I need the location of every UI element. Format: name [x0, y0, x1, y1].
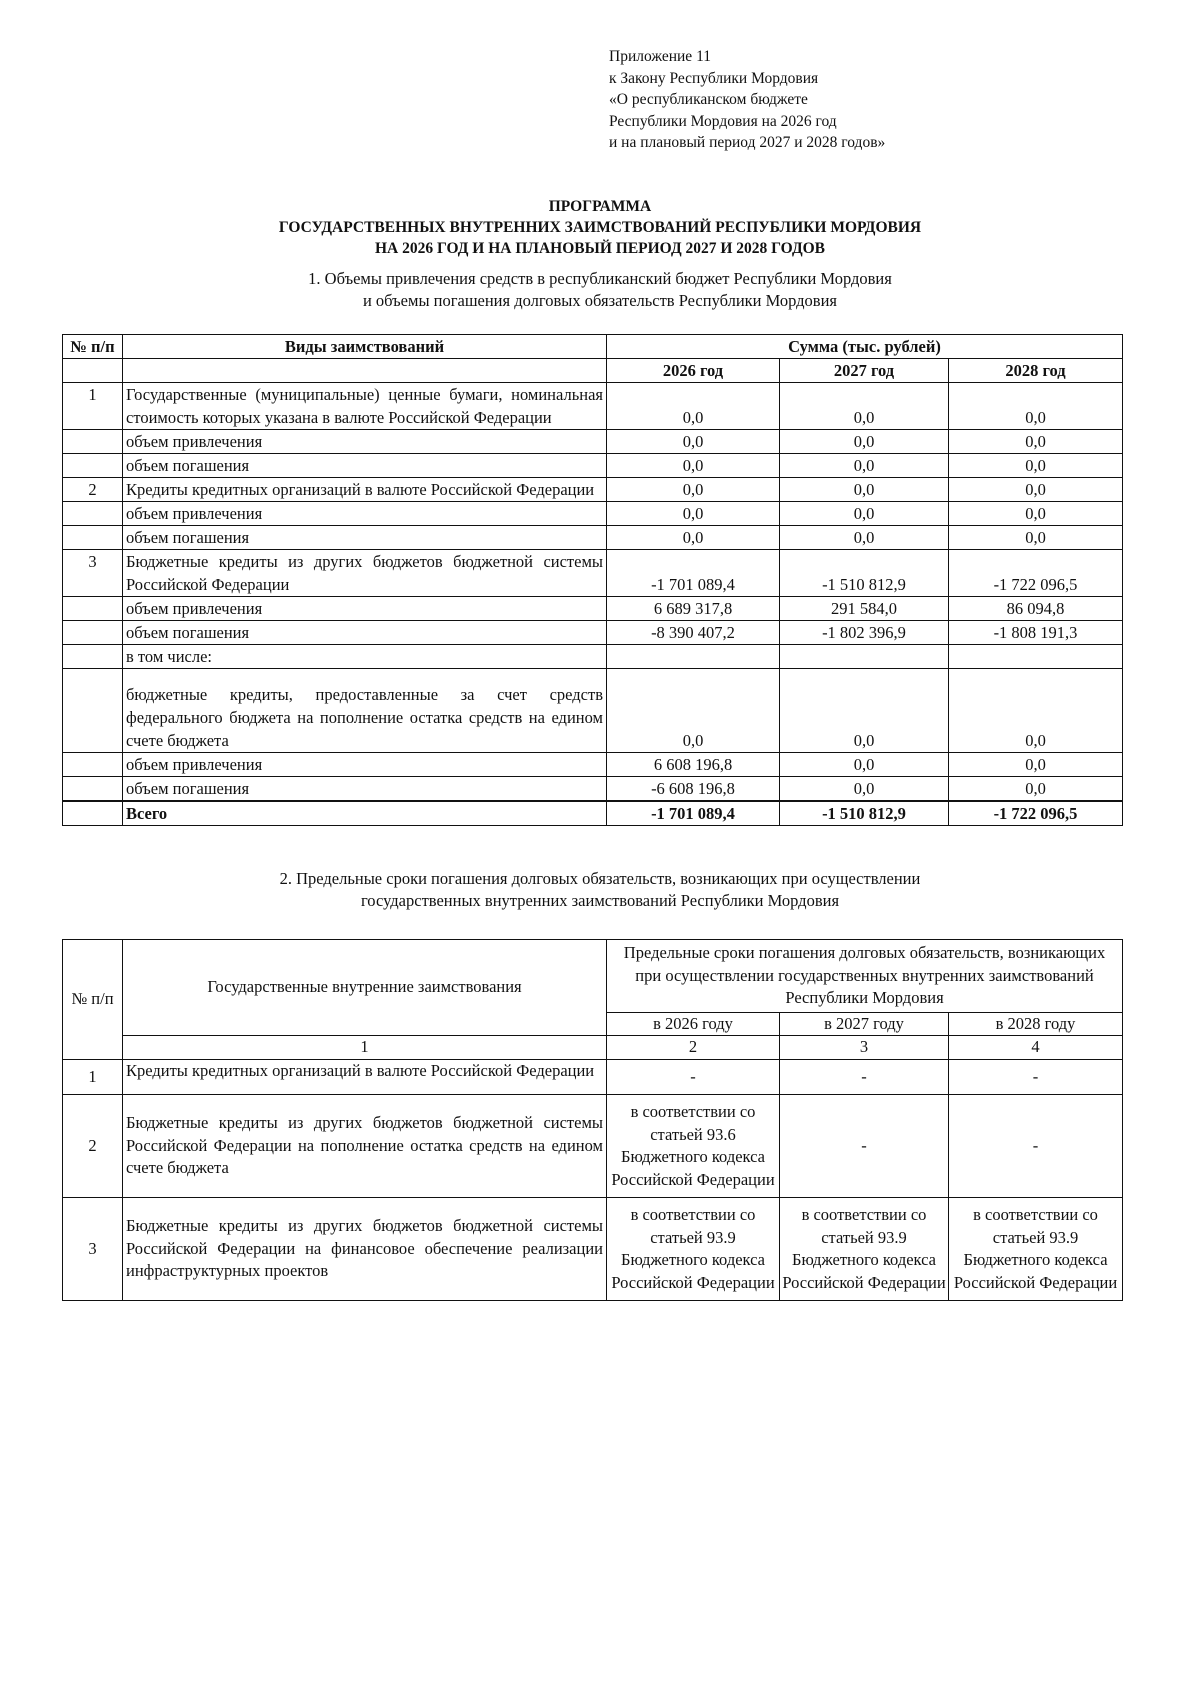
row-value: 0,0 — [607, 669, 780, 753]
section-title-line: и объемы погашения долговых обязательств Республики Мордовия — [362, 291, 838, 310]
row-value: 291 584,0 — [780, 597, 949, 621]
appendix-note — [609, 46, 885, 154]
row-value: -1 701 089,4 — [607, 801, 780, 826]
row-value: 0,0 — [949, 478, 1123, 502]
row-value: 0,0 — [949, 777, 1123, 802]
row-number — [63, 645, 123, 669]
row-number — [63, 669, 123, 753]
row-value — [607, 645, 780, 669]
column-number: 3 — [780, 1036, 949, 1060]
column-number: 4 — [949, 1036, 1123, 1060]
title-line: ПРОГРАММА — [548, 198, 652, 215]
table-header-row — [63, 359, 1123, 383]
row-value: 6 608 196,8 — [607, 753, 780, 777]
header-year: 2028 год — [949, 359, 1123, 383]
appendix-line: Приложение 11 — [609, 48, 711, 65]
row-value: 0,0 — [949, 454, 1123, 478]
row-number: 1 — [63, 1059, 123, 1095]
row-value: 0,0 — [607, 478, 780, 502]
table-row — [63, 777, 1123, 802]
row-value: 0,0 — [949, 383, 1123, 430]
header-num: № п/п — [63, 940, 123, 1060]
section-title-line: 2. Предельные сроки погашения долговых обязательств, возникающих при осуществлении — [279, 869, 921, 888]
row-value: - — [780, 1095, 949, 1198]
row-value: 0,0 — [780, 669, 949, 753]
row-label: Всего — [123, 801, 607, 826]
table-row — [63, 550, 1123, 597]
row-value — [949, 645, 1123, 669]
row-label: Кредиты кредитных организаций в валюте Российской Федерации — [123, 478, 607, 502]
header-terms: Предельные сроки погашения долговых обязательств, возникающих при осуществлении государственных внутренних заимствований Республики Мордовия — [607, 940, 1123, 1013]
header-type: Государственные внутренние заимствования — [123, 940, 607, 1036]
row-value: 0,0 — [780, 383, 949, 430]
row-value: 86 094,8 — [949, 597, 1123, 621]
row-number — [63, 526, 123, 550]
row-label: объем погашения — [123, 454, 607, 478]
row-label: объем привлечения — [123, 430, 607, 454]
appendix-line: к Закону Республики Мордовия — [609, 69, 819, 87]
header-num: № п/п — [63, 335, 123, 359]
section-title-line: 1. Объемы привлечения средств в республиканский бюджет Республики Мордовия — [308, 269, 892, 288]
header-sum: Сумма (тыс. рублей) — [607, 335, 1123, 359]
header-year: в 2028 году — [949, 1012, 1123, 1036]
row-label: объем привлечения — [123, 597, 607, 621]
row-value: 0,0 — [607, 526, 780, 550]
table-row — [63, 621, 1123, 645]
column-number: 2 — [607, 1036, 780, 1060]
empty-cell — [63, 359, 123, 383]
row-value: -1 510 812,9 — [780, 801, 949, 826]
table-row — [63, 478, 1123, 502]
table-row — [63, 454, 1123, 478]
table-header-row — [63, 335, 1123, 359]
row-label: объем погашения — [123, 526, 607, 550]
row-value: 0,0 — [780, 753, 949, 777]
row-value: - — [949, 1059, 1123, 1095]
row-value: -1 701 089,4 — [607, 550, 780, 597]
title-line: ГОСУДАРСТВЕННЫХ ВНУТРЕННИХ ЗАИМСТВОВАНИЙ РЕСПУБЛИКИ МОРДОВИЯ — [278, 219, 922, 236]
row-value: 6 689 317,8 — [607, 597, 780, 621]
row-number — [63, 454, 123, 478]
row-number: 3 — [63, 1198, 123, 1301]
row-number — [63, 801, 123, 826]
row-value: 0,0 — [780, 502, 949, 526]
row-number — [63, 597, 123, 621]
table-row — [63, 645, 1123, 669]
table-row — [63, 1198, 1123, 1301]
row-value: -1 722 096,5 — [949, 550, 1123, 597]
table-row — [63, 526, 1123, 550]
header-year: 2027 год — [780, 359, 949, 383]
appendix-line: и на плановый период 2027 и 2028 годов» — [609, 134, 886, 151]
row-number: 2 — [63, 478, 123, 502]
row-value: 0,0 — [780, 526, 949, 550]
row-value: 0,0 — [607, 454, 780, 478]
row-value: - — [949, 1095, 1123, 1198]
row-label: Бюджетные кредиты из других бюджетов бюджетной системы Российской Федерации на пополнение остатка средств на едином счете бюджета — [123, 1095, 607, 1198]
row-label: Бюджетные кредиты из других бюджетов бюджетной системы Российской Федерации — [123, 550, 607, 597]
row-number — [63, 502, 123, 526]
row-value: 0,0 — [780, 478, 949, 502]
table-row — [63, 597, 1123, 621]
title-line: НА 2026 ГОД И НА ПЛАНОВЫЙ ПЕРИОД 2027 И 2028 ГОДОВ — [375, 240, 825, 257]
row-number: 1 — [63, 383, 123, 430]
row-value: в соответствии со статьей 93.9 Бюджетного кодекса Российской Федерации — [949, 1198, 1123, 1301]
row-value: -1 722 096,5 — [949, 801, 1123, 826]
row-value: 0,0 — [949, 430, 1123, 454]
row-label: объем привлечения — [123, 753, 607, 777]
row-value: 0,0 — [949, 526, 1123, 550]
row-value: в соответствии со статьей 93.9 Бюджетного кодекса Российской Федерации — [607, 1198, 780, 1301]
table-header-row — [63, 940, 1123, 1013]
column-number-row — [63, 1036, 1123, 1060]
row-label: объем погашения — [123, 777, 607, 802]
row-value: 0,0 — [949, 669, 1123, 753]
row-value: 0,0 — [780, 454, 949, 478]
row-value: 0,0 — [780, 777, 949, 802]
row-label: Кредиты кредитных организаций в валюте Российской Федерации — [123, 1059, 607, 1095]
row-value: в соответствии со статьей 93.6 Бюджетного кодекса Российской Федерации — [607, 1095, 780, 1198]
row-label: объем привлечения — [123, 502, 607, 526]
row-value: - — [780, 1059, 949, 1095]
table-row — [63, 383, 1123, 430]
row-label: в том числе: — [123, 645, 607, 669]
row-number — [63, 621, 123, 645]
section-title-line: государственных внутренних заимствований Республики Мордовия — [360, 891, 840, 910]
header-year: в 2026 году — [607, 1012, 780, 1036]
table-row — [63, 669, 1123, 753]
row-value: -1 808 191,3 — [949, 621, 1123, 645]
empty-cell — [123, 359, 607, 383]
header-year: 2026 год — [607, 359, 780, 383]
row-number: 2 — [63, 1095, 123, 1198]
borrowing-volumes-table — [62, 334, 1123, 826]
row-number: 3 — [63, 550, 123, 597]
row-value: -1 802 396,9 — [780, 621, 949, 645]
header-year: в 2027 году — [780, 1012, 949, 1036]
row-value: в соответствии со статьей 93.9 Бюджетного кодекса Российской Федерации — [780, 1198, 949, 1301]
table-row — [63, 801, 1123, 826]
row-label: Государственные (муниципальные) ценные бумаги, номинальная стоимость которых указана в валюте Российской Федерации — [123, 383, 607, 430]
document-title — [0, 196, 1200, 259]
row-number — [63, 430, 123, 454]
row-value: 0,0 — [949, 502, 1123, 526]
row-value: 0,0 — [780, 430, 949, 454]
row-label: бюджетные кредиты, предоставленные за счет средств федерального бюджета на пополнение остатка средств на едином счете бюджета — [123, 669, 607, 753]
row-value — [780, 645, 949, 669]
row-value: 0,0 — [607, 430, 780, 454]
row-value: 0,0 — [607, 502, 780, 526]
row-label: объем погашения — [123, 621, 607, 645]
row-value: -1 510 812,9 — [780, 550, 949, 597]
column-number: 1 — [123, 1036, 607, 1060]
header-type: Виды заимствований — [123, 335, 607, 359]
table-row — [63, 502, 1123, 526]
repayment-terms-table — [62, 939, 1123, 1301]
row-value: -8 390 407,2 — [607, 621, 780, 645]
table-row — [63, 1095, 1123, 1198]
table-row — [63, 1059, 1123, 1095]
row-value: -6 608 196,8 — [607, 777, 780, 802]
section1-title — [0, 268, 1200, 312]
section2-title — [0, 868, 1200, 912]
row-value: 0,0 — [607, 383, 780, 430]
row-number — [63, 753, 123, 777]
row-label: Бюджетные кредиты из других бюджетов бюджетной системы Российской Федерации на финансовое обеспечение реализации инфраструктурных проектов — [123, 1198, 607, 1301]
table-row — [63, 753, 1123, 777]
row-value: 0,0 — [949, 753, 1123, 777]
table-row — [63, 430, 1123, 454]
row-number — [63, 777, 123, 802]
appendix-line: «О республиканском бюджете — [609, 91, 808, 108]
row-value: - — [607, 1059, 780, 1095]
appendix-line: Республики Мордовия на 2026 год — [609, 112, 837, 130]
